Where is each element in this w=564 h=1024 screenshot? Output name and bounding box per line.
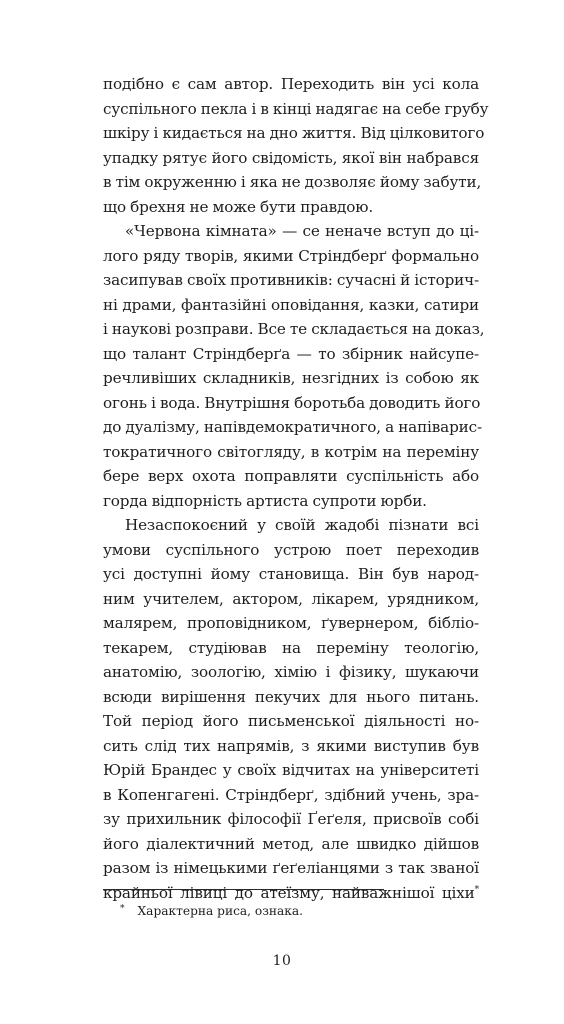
text-line-content: зу прихильник філософії Ґеґеля, присвоїв собі [103, 810, 479, 828]
text-line-content: усі доступні йому становища. Він був народ- [103, 565, 479, 583]
text-line-content: що брехня не може бути правдою. [103, 197, 373, 216]
text-line-content: шкіру і кидається на дно життя. Від цілковитого [103, 124, 485, 142]
text-line-content: малярем, проповідником, ґувернером, бібліо- [103, 614, 479, 632]
text-line-content: «Червона кімната» — се неначе вступ до ці- [125, 222, 479, 240]
text-line-content: в тім окруженню і яка не дозволяє йому забути, [103, 173, 482, 191]
footnote-reference: * [474, 884, 479, 895]
text-line-content: всюди вирішення пекучих для нього питань. [103, 687, 479, 706]
text-line [103, 562, 479, 587]
footnote-marker: * [120, 904, 125, 914]
text-line-content: суспільного пекла і в кінці надягає на себе грубу [103, 99, 489, 118]
text-line-content: лого ряду творів, якими Стріндберґ формально [103, 246, 479, 265]
text-line [103, 464, 479, 489]
text-line-content: засипував своїх противників: сучасні й історич- [103, 271, 479, 289]
text-line [103, 783, 479, 808]
text-line-content: горда відпорність артиста супроти юрби. [103, 491, 427, 510]
text-line [103, 538, 479, 563]
text-line [103, 709, 479, 734]
text-line [103, 440, 479, 465]
text-line [103, 415, 482, 440]
text-line [103, 342, 479, 367]
text-line-content: що талант Стріндберґа — то збірник найсупе- [103, 344, 479, 363]
text-line-content: його діалектичний метод, але швидко дійшов [103, 834, 479, 853]
text-line [103, 366, 479, 391]
text-line [103, 587, 479, 612]
text-line-content: подібно є сам автор. Переходить він усі кола [103, 75, 479, 93]
text-line [103, 146, 479, 171]
text-line [103, 685, 479, 710]
text-line [103, 121, 485, 146]
text-line [103, 807, 479, 832]
text-line-content: в Копенгагені. Стріндберґ, здібний учень, зра- [103, 785, 479, 804]
text-line [103, 244, 479, 269]
footnote [120, 901, 303, 919]
text-line-content: бере верх охота поправляти суспільність або [103, 467, 479, 485]
text-line-content: ним учителем, актором, лікарем, урядником, [103, 589, 479, 608]
text-line-content: тократичного світогляду, в котрім на переміну [103, 442, 479, 461]
text-line-content: крайньої лівиці до атеїзму, найважнішої ціхи [103, 883, 475, 902]
text-line [103, 758, 479, 783]
text-line [103, 611, 479, 636]
text-line-content: ні драми, фантазійні оповідання, казки, сатири [103, 295, 479, 314]
text-line-content: умови суспільного устрою поет переходив [103, 540, 479, 559]
text-line [103, 268, 479, 293]
text-line [103, 513, 479, 538]
text-line-content: сить слід тих напрямів, з якими виступив був [103, 736, 479, 755]
text-line [103, 317, 485, 342]
text-line-content: упадку рятує його свідомість, якої він набрався [103, 148, 479, 167]
text-line-content: і наукові розправи. Все те складається на доказ, [103, 320, 485, 338]
text-line-content: Той період його письменської діяльності но- [103, 712, 479, 730]
text-line-content: анатомію, зоологію, хімію і фізику, шукаючи [103, 663, 479, 681]
text-line-content: до дуалізму, напівдемократичного, а напіварис- [103, 418, 482, 436]
text-line-content: разом із німецькими ґеґеліанцями з так званої [103, 859, 479, 877]
text-line [103, 391, 479, 416]
text-line [103, 856, 479, 881]
page-number: 10 [272, 953, 292, 969]
text-line-content: речливіших складників, незгідних із собою як [103, 369, 479, 387]
text-line [103, 170, 482, 195]
text-line [103, 636, 479, 661]
text-line-content: Незаспокоєний у своїй жадобі пізнати всі [125, 516, 479, 534]
text-line [103, 832, 479, 857]
text-line [103, 489, 479, 514]
text-line [103, 734, 479, 759]
text-line-content: огонь і вода. Внутрішня боротьба доводить його [103, 393, 481, 412]
text-line [103, 195, 479, 220]
text-line [103, 72, 479, 97]
footnote-divider [103, 889, 384, 890]
text-line [103, 97, 489, 122]
text-line [103, 293, 479, 318]
text-line-content: текарем, студіював на переміну теологію, [103, 638, 479, 657]
body-text [103, 72, 489, 905]
text-line [103, 660, 479, 685]
footnote-text: Характерна риса, ознака. [137, 904, 304, 918]
text-line-content: Юрій Брандес у своїх відчитах на університеті [103, 761, 479, 779]
text-line [103, 219, 479, 244]
